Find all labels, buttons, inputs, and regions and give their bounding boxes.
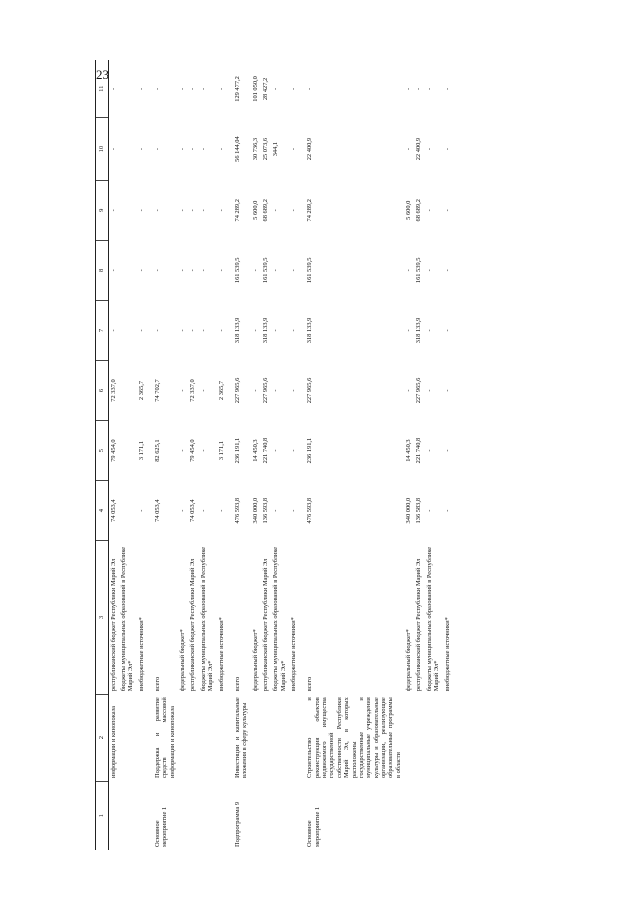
table-cell: - — [272, 389, 280, 392]
table-cell — [217, 781, 227, 850]
table-cell: 136 593,8 — [261, 497, 269, 524]
table-cell: 129 477,2 — [233, 76, 241, 102]
table-row — [251, 60, 261, 850]
table-cell: 340 000,0 — [405, 497, 413, 524]
table-cell: 74 289,2 — [306, 199, 314, 222]
table-cell: всего — [154, 676, 162, 692]
column-header: 1 — [96, 781, 109, 850]
table-cell: 30 736,3 — [251, 137, 259, 161]
table-cell: - — [154, 148, 162, 151]
table-cell: - — [109, 329, 117, 332]
table-cell: - — [443, 329, 451, 332]
table-cell: - — [290, 209, 298, 212]
table-cell: - — [405, 389, 413, 392]
column-header: 2 — [96, 694, 109, 781]
table-cell: - — [272, 269, 280, 272]
table-cell: 2 365,7 — [137, 380, 145, 401]
column-header: 8 — [96, 240, 109, 300]
table-row — [227, 60, 251, 850]
table-row — [299, 60, 404, 850]
table-cell: - — [179, 509, 187, 512]
table-cell: - — [443, 269, 451, 272]
table-cell: внебюджетные источники* — [290, 617, 298, 692]
table-cell: бюджеты муниципальных образований в Республике Марий Эл* — [119, 546, 135, 692]
table-cell: - — [179, 87, 187, 91]
table-cell: - — [217, 269, 225, 272]
table-cell: - — [290, 509, 298, 512]
table-cell: - — [272, 329, 280, 332]
table-cell — [178, 694, 188, 781]
table-cell: 79 454,0 — [189, 439, 197, 462]
table-cell: бюджеты муниципальных образований в Республике Марий Эл* — [425, 546, 441, 692]
table-cell: внебюджетные источники* — [443, 617, 451, 692]
table-cell — [119, 180, 137, 240]
table-cell: 3 171,1 — [217, 440, 225, 461]
table-cell: 227 965,6 — [415, 377, 423, 404]
table-row — [108, 60, 119, 850]
table-cell: 161 539,5 — [306, 257, 314, 284]
table-cell: - — [199, 148, 207, 151]
table-cell: 318 133,9 — [415, 317, 423, 344]
table-cell: бюджеты муниципальных образований в Республике Марий Эл* — [272, 546, 287, 692]
table-cell — [443, 781, 453, 850]
table-cell: республиканский бюджет Республики Марий Эл — [415, 558, 423, 692]
column-header: 4 — [96, 481, 109, 541]
table-cell: 136 583,8 — [415, 497, 423, 524]
table-cell: - — [251, 389, 259, 392]
table-cell — [414, 781, 424, 850]
rotated-table-wrapper — [95, 60, 625, 850]
table-cell: - — [443, 148, 451, 151]
table-cell — [119, 781, 137, 850]
table-cell — [119, 694, 137, 781]
column-header: 10 — [96, 118, 109, 180]
table-cell: - — [189, 87, 197, 91]
table-cell — [414, 694, 424, 781]
table-cell — [119, 360, 137, 420]
table-row — [119, 60, 137, 850]
table-cell: 22 400,9 — [415, 137, 423, 161]
table-row — [443, 60, 453, 850]
table-cell: 318 133,9 — [233, 317, 241, 344]
table-cell — [217, 694, 227, 781]
table-cell: информации и кинопоказа — [109, 706, 117, 779]
table-cell: Поддержка и развитие средств массовой информации и кинопоказа — [154, 697, 176, 779]
column-header: 7 — [96, 300, 109, 360]
table-cell: - — [189, 269, 197, 272]
table-cell: 236 191,1 — [233, 437, 241, 464]
table-cell: 72 337,0 — [189, 379, 197, 402]
table-cell: - — [306, 87, 314, 91]
table-cell: Основное мероприятие 1 — [306, 806, 321, 847]
table-cell: - — [443, 389, 451, 392]
table-cell: - — [217, 209, 225, 212]
table-cell: - — [199, 389, 207, 392]
table-cell — [137, 694, 147, 781]
table-cell: - — [290, 389, 298, 392]
table-row — [188, 60, 198, 850]
table-cell: - — [179, 209, 187, 212]
table-cell: - — [137, 209, 145, 212]
column-header: 9 — [96, 180, 109, 240]
table-cell: 22 400,9 — [306, 137, 314, 161]
table-cell — [119, 118, 137, 180]
table-cell: - — [199, 329, 207, 332]
table-cell: 2 365,7 — [217, 380, 225, 401]
table-cell — [188, 694, 198, 781]
table-row — [147, 60, 178, 850]
table-cell: - — [199, 87, 207, 91]
table-cell — [404, 694, 414, 781]
table-cell: - — [425, 449, 433, 452]
budget-table — [95, 60, 453, 850]
table-cell: - — [199, 449, 207, 452]
table-cell: - — [415, 87, 423, 91]
table-cell: 344,1 — [272, 141, 280, 157]
table-row — [199, 60, 217, 850]
table-cell: 14 450,3 — [251, 439, 259, 462]
table-cell: - — [217, 148, 225, 151]
table-cell: 74 289,2 — [233, 199, 241, 222]
table-cell: республиканский бюджет Республики Марий Эл — [109, 558, 117, 692]
table-cell — [425, 694, 443, 781]
table-cell: Инвестиции и капитальные вложения в сферу культуры — [233, 697, 249, 779]
table-cell: 14 450,3 — [405, 439, 413, 462]
table-cell: 68 689,2 — [261, 199, 269, 222]
table-cell: 3 171,1 — [137, 440, 145, 461]
table-cell — [119, 421, 137, 481]
table-row — [404, 60, 414, 850]
page-number: 23 — [96, 67, 109, 82]
table-cell: - — [137, 148, 145, 151]
table-cell: - — [137, 329, 145, 332]
table-cell: 340 000,0 — [251, 497, 259, 524]
table-body — [108, 60, 453, 850]
table-cell: - — [443, 87, 451, 91]
table-cell: - — [425, 148, 433, 151]
table-cell: - — [290, 269, 298, 272]
table-cell: - — [217, 87, 225, 91]
table-cell: - — [179, 329, 187, 332]
table-cell — [137, 781, 147, 850]
table-cell — [119, 60, 137, 118]
table-cell — [119, 481, 137, 541]
table-cell — [108, 781, 119, 850]
table-cell: бюджеты муниципальных образований в Республике Марий Эл* — [199, 546, 215, 692]
table-cell: - — [290, 87, 298, 91]
table-cell: Подпрограмма 9 — [233, 801, 241, 847]
table-cell — [271, 694, 289, 781]
table-cell: - — [189, 209, 197, 212]
column-header: 11 — [96, 60, 109, 118]
table-cell: Основное мероприятие 1 — [154, 806, 169, 847]
table-cell: - — [137, 509, 145, 512]
table-cell: 25 073,6 — [261, 137, 269, 161]
table-cell: 318 133,9 — [261, 317, 269, 344]
table-cell: федеральный бюджет* — [405, 629, 413, 692]
table-cell: - — [251, 329, 259, 332]
table-cell — [289, 781, 299, 850]
table-cell: всего — [233, 676, 241, 692]
table-cell — [119, 300, 137, 360]
table-cell: - — [425, 329, 433, 332]
table-cell: 74 053,4 — [189, 499, 197, 522]
table-cell — [261, 694, 271, 781]
table-cell: - — [290, 329, 298, 332]
table-cell: федеральный бюджет* — [251, 629, 259, 692]
table-cell: республиканский бюджет Республики Марий Эл — [189, 558, 197, 692]
table-cell: 82 625,1 — [154, 439, 162, 462]
table-cell: - — [189, 329, 197, 332]
table-cell: 161 539,5 — [415, 257, 423, 284]
table-cell: - — [199, 209, 207, 212]
table-cell: - — [443, 209, 451, 212]
table-cell: - — [405, 269, 413, 272]
table-cell: 74 702,7 — [154, 379, 162, 402]
table-cell: - — [109, 87, 117, 91]
table-row — [217, 60, 227, 850]
table-cell — [289, 694, 299, 781]
table-cell: 161 539,5 — [233, 257, 241, 284]
table-cell: - — [137, 269, 145, 272]
table-cell — [199, 781, 217, 850]
table-cell: - — [179, 269, 187, 272]
table-cell: 227 965,6 — [261, 377, 269, 404]
table-cell: 161 539,5 — [261, 257, 269, 284]
table-cell: - — [425, 209, 433, 212]
table-cell: - — [405, 329, 413, 332]
column-header: 3 — [96, 541, 109, 695]
table-cell: 79 454,0 — [109, 439, 117, 462]
table-cell: республиканский бюджет Республики Марий Эл — [261, 558, 269, 692]
column-header: 6 — [96, 360, 109, 420]
table-cell: 28 427,2 — [261, 77, 269, 101]
table-cell: - — [109, 148, 117, 151]
table-cell — [261, 781, 271, 850]
table-row — [271, 60, 289, 850]
table-cell: 72 337,0 — [109, 379, 117, 402]
table-cell: 227 965,6 — [233, 377, 241, 404]
table-row — [137, 60, 147, 850]
table-cell: - — [405, 87, 413, 91]
table-cell: - — [154, 269, 162, 272]
table-cell: - — [179, 389, 187, 392]
table-row — [289, 60, 299, 850]
table-cell — [425, 781, 443, 850]
table-cell: - — [425, 269, 433, 272]
table-cell: - — [290, 148, 298, 151]
table-cell: 236 191,1 — [306, 437, 314, 464]
table-cell: - — [199, 509, 207, 512]
table-row — [261, 60, 271, 850]
table-cell: 221 740,8 — [261, 437, 269, 464]
table-cell: 476 593,8 — [306, 497, 314, 524]
table-cell: - — [290, 449, 298, 452]
table-cell: - — [217, 329, 225, 332]
table-cell: 221 740,8 — [415, 437, 423, 464]
table-cell — [178, 781, 188, 850]
table-cell: - — [425, 509, 433, 512]
table-cell — [251, 694, 261, 781]
table-cell: 101 050,0 — [251, 76, 259, 102]
table-cell: 74 053,4 — [154, 499, 162, 522]
table-cell: Строительство и реконструкция объектов недвижимого имущества государственной собственности Республики Марий Эл, в которых расположены государственные и муниципальные учреждения культуры и образовательные организации, реализующие образовательные программы в области — [306, 697, 402, 779]
table-cell: - — [137, 87, 145, 91]
table-cell: - — [272, 449, 280, 452]
table-header-row — [96, 60, 109, 850]
table-cell — [188, 781, 198, 850]
table-row — [178, 60, 188, 850]
table-cell: - — [199, 269, 207, 272]
table-cell: 5 600,0 — [251, 200, 259, 220]
table-cell: - — [154, 87, 162, 91]
table-cell: - — [425, 87, 433, 91]
table-cell: - — [189, 148, 197, 151]
table-cell: 476 593,8 — [233, 497, 241, 524]
table-cell: 5 600,0 — [405, 200, 413, 220]
table-cell — [271, 781, 289, 850]
table-cell — [251, 781, 261, 850]
table-cell: - — [154, 329, 162, 332]
table-cell — [199, 694, 217, 781]
table-cell — [404, 781, 414, 850]
table-cell: внебюджетные источники* — [137, 617, 145, 692]
table-row — [425, 60, 443, 850]
table-cell: - — [109, 209, 117, 212]
table-row — [414, 60, 424, 850]
table-cell: всего — [306, 676, 314, 692]
table-cell: 74 053,4 — [109, 499, 117, 522]
table-cell: - — [405, 148, 413, 151]
table-cell: - — [272, 87, 280, 91]
table-cell: - — [443, 509, 451, 512]
table-cell: - — [109, 269, 117, 272]
table-cell: - — [272, 209, 280, 212]
table-cell: - — [154, 209, 162, 212]
column-header: 5 — [96, 421, 109, 481]
table-cell: 68 689,2 — [415, 199, 423, 222]
table-cell: - — [272, 509, 280, 512]
table-cell: федеральный бюджет* — [179, 629, 187, 692]
table-cell: - — [425, 389, 433, 392]
table-cell: - — [251, 269, 259, 272]
table-cell — [443, 694, 453, 781]
table-cell: - — [443, 449, 451, 452]
table-cell: - — [217, 509, 225, 512]
table-cell: 56 144,04 — [233, 136, 241, 162]
table-cell: - — [179, 148, 187, 151]
table-cell — [119, 240, 137, 300]
table-cell: внебюджетные источники* — [217, 617, 225, 692]
table-cell: 318 133,9 — [306, 317, 314, 344]
table-cell: - — [179, 449, 187, 452]
table-cell: 227 965,6 — [306, 377, 314, 404]
